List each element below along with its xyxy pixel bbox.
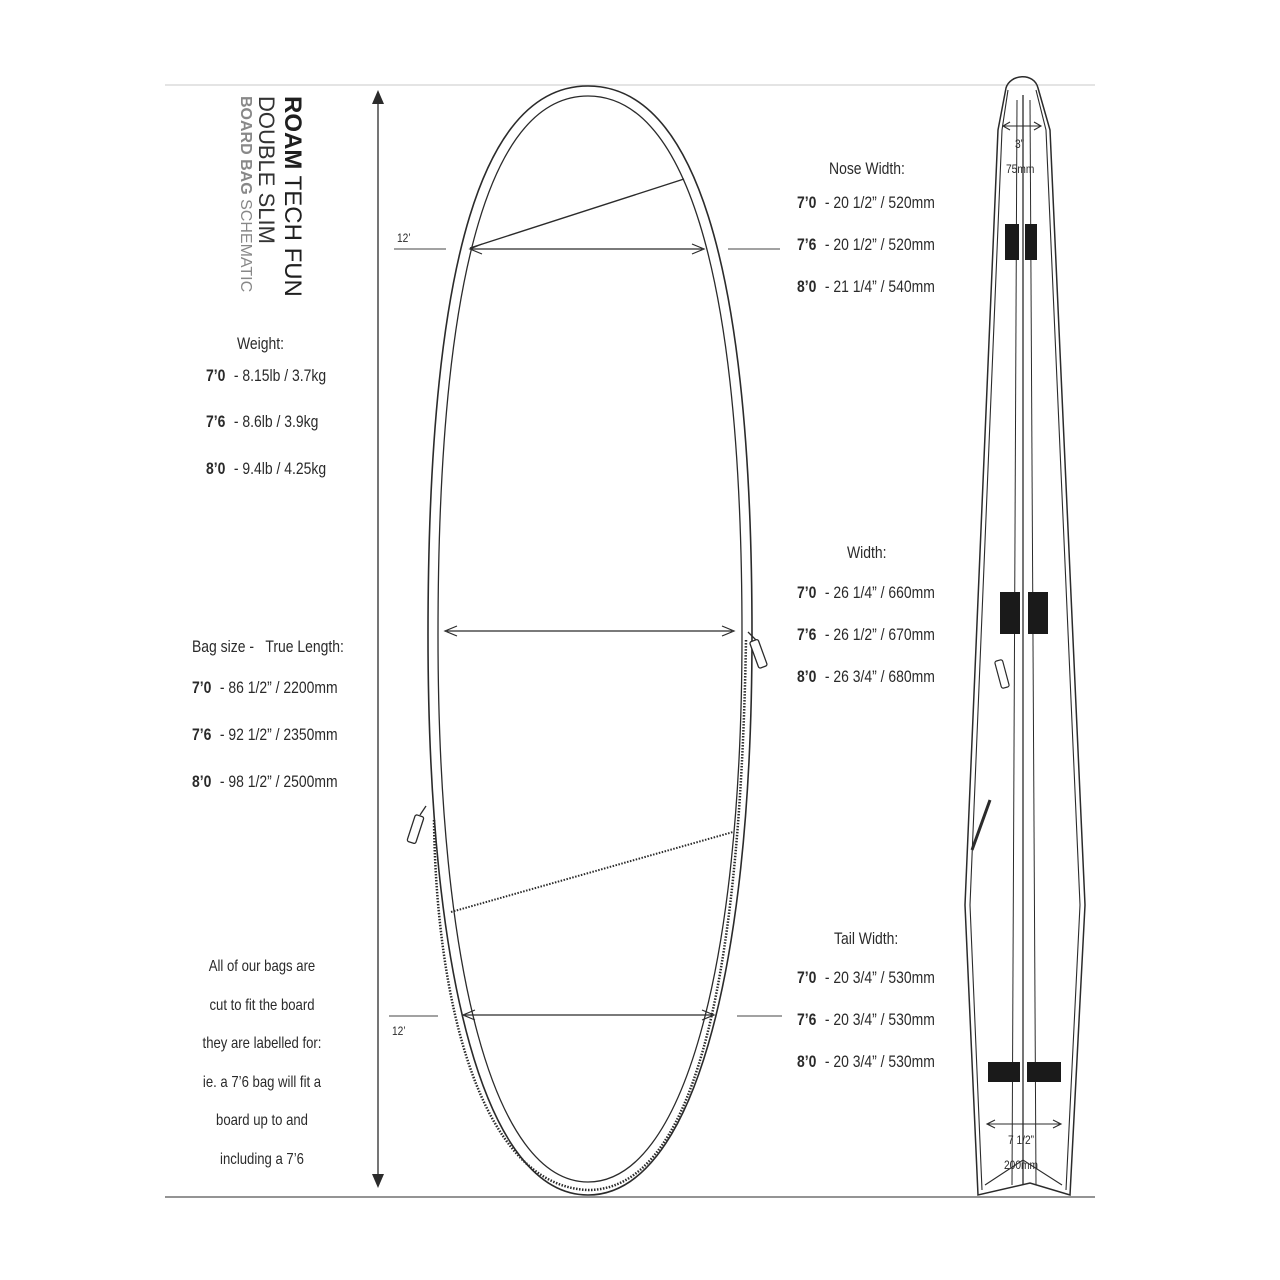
fit-note-line: board up to and	[216, 1112, 308, 1130]
nose-value: - 20 1/2” / 520mm	[824, 193, 935, 212]
weight-size: 7’6	[206, 412, 226, 431]
bag-size: 8’0	[192, 772, 212, 791]
weight-value: - 8.15lb / 3.7kg	[233, 366, 327, 385]
weight-heading: Weight:	[237, 334, 285, 353]
side-top-mm: 75mm	[1006, 162, 1035, 176]
width-row-7-0	[797, 583, 935, 603]
title-line-1	[278, 96, 306, 297]
true-length-label: True Length:	[265, 637, 344, 656]
fit-note-line: cut to fit the board	[209, 996, 315, 1014]
title-line-3-rest: SCHEMATIC	[237, 199, 254, 293]
fit-note-line: ie. a 7’6 bag will fit a	[202, 1073, 322, 1091]
width-size: 7’6	[797, 625, 817, 644]
brand-name: ROAM	[279, 96, 306, 170]
measure-mark-top: 12’	[397, 231, 411, 245]
tail-width-row-7-6	[797, 1010, 935, 1030]
title-line-3	[236, 96, 254, 292]
bag-length: - 98 1/2” / 2500mm	[219, 772, 338, 791]
bag-size: 7’0	[192, 678, 212, 697]
fit-note-line: including a 7’6	[220, 1150, 304, 1168]
fit-note-line: they are labelled for:	[202, 1035, 322, 1053]
nose-size: 7’6	[797, 235, 817, 254]
nose-width-row-7-0	[797, 193, 935, 213]
side-zip-puller-icon	[995, 659, 1010, 688]
width-value: - 26 3/4” / 680mm	[824, 667, 935, 686]
tail-size: 7’0	[797, 968, 817, 987]
fit-note	[172, 948, 352, 1180]
bag-size-label: Bag size -	[192, 637, 254, 656]
weight-size: 7’0	[206, 366, 226, 385]
nose-width-heading: Nose Width:	[829, 159, 905, 178]
tail-size: 8’0	[797, 1052, 817, 1071]
width-value: - 26 1/2” / 670mm	[824, 625, 935, 644]
weight-row-7-6	[206, 412, 318, 432]
tail-value: - 20 3/4” / 530mm	[824, 1052, 935, 1071]
bag-size-row-7-6	[192, 725, 338, 745]
side-bottom-inches: 7 1/2”	[1008, 1133, 1035, 1147]
width-size: 7’0	[797, 583, 817, 602]
tail-width-heading: Tail Width:	[834, 929, 899, 948]
bag-length: - 86 1/2” / 2200mm	[219, 678, 338, 697]
fit-note-line: All of our bags are	[208, 958, 316, 975]
nose-value: - 21 1/4” / 540mm	[824, 277, 935, 296]
weight-value: - 8.6lb / 3.9kg	[233, 412, 319, 431]
title-line-3-bold: BOARD BAG	[237, 96, 254, 195]
tail-width-row-8-0	[797, 1052, 935, 1072]
tail-value: - 20 3/4” / 530mm	[824, 968, 935, 987]
nose-size: 8’0	[797, 277, 817, 296]
title-line-2: DOUBLE SLIM	[254, 96, 279, 244]
width-arrows	[445, 244, 734, 1020]
bag-size: 7’6	[192, 725, 212, 744]
nose-size: 7’0	[797, 193, 817, 212]
nose-width-row-7-6	[797, 235, 935, 255]
weight-row-7-0	[206, 366, 326, 386]
zip-puller-icons	[407, 632, 768, 844]
weight-row-8-0	[206, 459, 326, 479]
width-size: 8’0	[797, 667, 817, 686]
nose-value: - 20 1/2” / 520mm	[824, 235, 935, 254]
width-heading: Width:	[847, 543, 887, 562]
measure-mark-bottom: 12’	[392, 1024, 406, 1038]
bag-size-row-7-0	[192, 678, 338, 698]
side-view-straps	[988, 224, 1061, 1082]
width-value: - 26 1/4” / 660mm	[824, 583, 935, 602]
width-row-8-0	[797, 667, 935, 687]
bag-size-row-8-0	[192, 772, 338, 792]
bag-size-heading	[192, 637, 344, 657]
bag-length: - 92 1/2” / 2350mm	[219, 725, 338, 744]
width-row-7-6	[797, 625, 935, 645]
tail-value: - 20 3/4” / 530mm	[824, 1010, 935, 1029]
length-arrow	[372, 90, 384, 1188]
nose-width-row-8-0	[797, 277, 935, 297]
weight-value: - 9.4lb / 4.25kg	[233, 459, 327, 478]
side-view-arrows	[987, 122, 1061, 1128]
title-block	[36, 96, 306, 297]
side-top-inches: 3”	[1015, 137, 1025, 151]
product-name: TECH FUN	[279, 175, 306, 297]
tail-size: 7’6	[797, 1010, 817, 1029]
side-bottom-mm: 200mm	[1004, 1158, 1039, 1172]
tail-width-row-7-0	[797, 968, 935, 988]
weight-size: 8’0	[206, 459, 226, 478]
